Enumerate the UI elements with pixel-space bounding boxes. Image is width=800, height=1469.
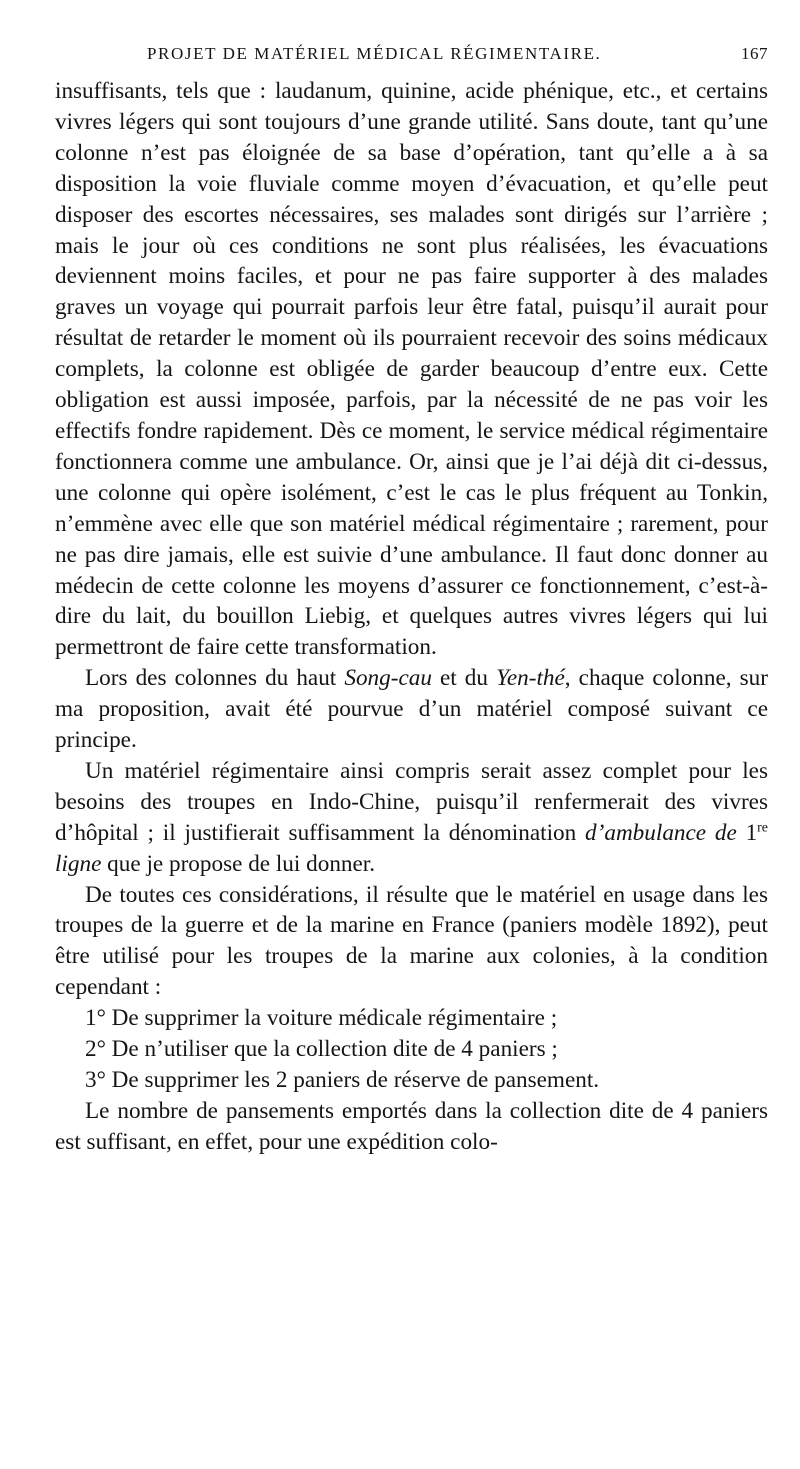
text-run: et du [431,665,497,692]
place-name-yen-the: Yen-thé [496,665,565,692]
text-run: , chaque colonne, sur ma proposition, avait été pourvue d’un matériel composé suivant ce principe. [55,665,769,754]
paragraph-pansements: Le nombre de pansements emportés dans la collection dite de 4 paniers est suffisant, en effet, pour une expédition colo- [55,1097,768,1155]
paragraph-ambulance [55,756,768,880]
place-name-song-cau: Song-cau [344,665,432,692]
paragraph-continuation: insuffisants, tels que : laudanum, quinine, acide phénique, etc., et certains vivres légers qui sont toujours d’une grande utilité. Sans doute, tant qu’une colonne n’est pas éloignée de sa base d’opération, tant qu’elle a à sa disposition la voie fluviale comme moyen d’évacuation, et qu’elle peut disposer des escortes nécessaires, ses malades sont dirigés sur l’arrière ; mais le jour où ces conditions ne sont plus réalisées, les évacuations deviennent moins faciles, et pour ne pas faire supporter à des malades graves un voyage qui pourrait parfois leur être fatal, puisqu’il aurait pour résultat de retarder le moment où ils pourraient recevoir des soins médicaux complets, la colonne est obligée de garder beaucoup d’entre eux. Cette obligation est aussi imposée, parfois, par la nécessité de ne pas voir les effectifs fondre rapidement. Dès ce moment, le service médical régimentaire fonctionnera comme une ambulance. Or, ainsi que je l’ai déjà dit ci-dessus, une colonne qui opère isolément, c’est le cas le plus fréquent au Tonkin, n’emmène avec elle que son matériel médical régimentaire ; rarement, pour ne pas dire jamais, elle est suivie d’une ambulance. Il faut donc donner au médecin de cette colonne les moyens d’assurer ce fonctionnement, c’est-à-dire du lait, du bouillon Liebig, et quelques autres vivres légers qui lui permettront de faire cette transformation. [55,78,768,661]
ordinal-number: 1 [745,819,758,846]
page-number: 167 [741,44,768,63]
term-ligne: ligne [55,850,102,877]
ordinal-suffix: re [757,820,768,836]
italic-run: d’ [585,819,605,846]
paragraph-considerations: De toutes ces considérations, il résulte que le matériel en usage dans les troupes de la guerre et de la marine en France (paniers modèle 1892), peut être utilisé pour les troupes de la marine aux colonies, à la condition cependant : [55,881,768,1001]
list-item-1: 1° De supprimer la voiture médicale régimentaire ; [85,1005,558,1032]
list-item-3: 3° De supprimer les 2 paniers de réserve de pansement. [85,1067,600,1093]
text-run: que je propose de lui donner. [101,850,376,877]
body-text [55,76,768,1158]
running-title: PROJET DE MATÉRIEL MÉDICAL RÉGIMENTAIRE. [147,44,602,63]
term-ambulance: ambulance de [604,819,746,846]
text-run: Lors des colonnes du haut [85,665,345,692]
text-run: Un matériel régimentaire ainsi compris serait assez complet pour les besoins des troupes en Indo-Chine, puisqu’il renfermerait des vivres d’hôpital ; il justifierait suffisamment la dénomination [55,757,768,846]
paragraph-song-cau [55,663,768,756]
running-header [55,40,768,76]
book-page [55,40,768,1158]
list-item-2: 2° De n’utiliser que la collection dite de 4 paniers ; [85,1036,558,1063]
